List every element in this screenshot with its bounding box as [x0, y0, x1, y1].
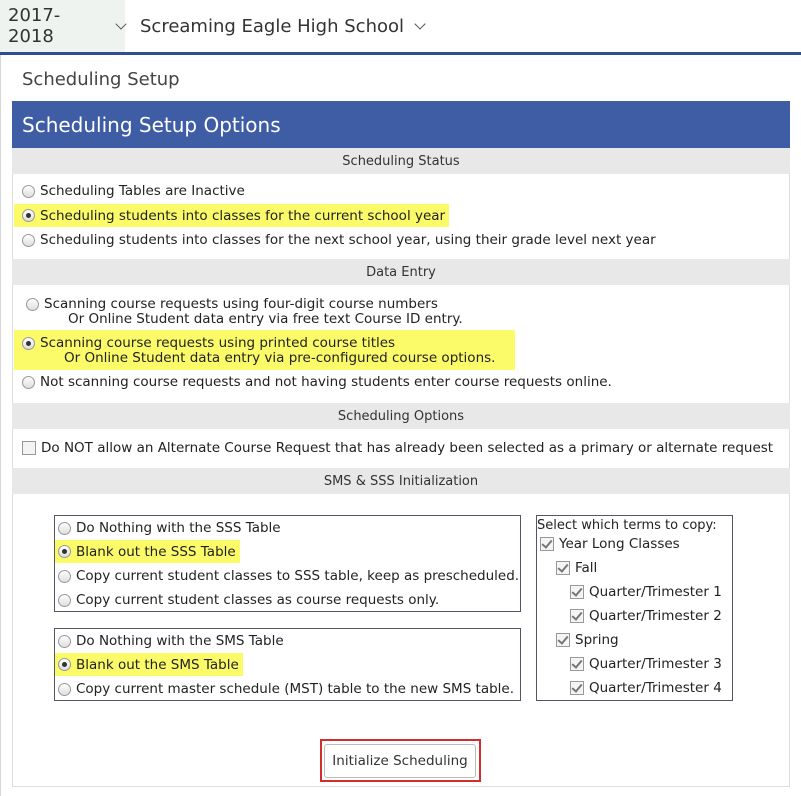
term-fall[interactable]	[556, 557, 597, 579]
status-option-next-year[interactable]	[22, 229, 656, 251]
radio-button[interactable]	[22, 376, 35, 389]
year-label: 2017-2018	[8, 5, 61, 47]
term-label: Quarter/Trimester 4	[589, 680, 722, 696]
option-label: Scheduling Tables are Inactive	[40, 183, 245, 199]
option-label: Blank out the SSS Table	[76, 543, 236, 560]
data-entry-option-none[interactable]	[22, 371, 612, 393]
term-q4[interactable]	[570, 677, 722, 699]
status-option-inactive[interactable]	[22, 180, 245, 202]
status-option-current-year[interactable]	[14, 204, 449, 227]
option-label: Copy current master schedule (MST) table to the new SMS table.	[76, 681, 515, 697]
term-year-long[interactable]	[540, 533, 680, 555]
data-entry-option-course-numbers[interactable]	[26, 297, 463, 327]
term-label: Quarter/Trimester 3	[589, 656, 722, 672]
sss-option-blank[interactable]	[55, 540, 240, 563]
checkbox-checked[interactable]	[570, 657, 584, 671]
option-label-line1: Scanning course requests using printed course titles	[40, 335, 396, 351]
school-label: Screaming Eagle High School	[140, 15, 404, 37]
sss-option-prescheduled[interactable]	[58, 565, 519, 587]
radio-button[interactable]	[58, 570, 71, 583]
radio-button[interactable]	[26, 298, 39, 311]
checkbox-checked[interactable]	[556, 561, 570, 575]
term-label: Quarter/Trimester 1	[589, 584, 722, 600]
option-label-line2: Or Online Student data entry via pre-configured course options.	[64, 350, 496, 366]
radio-button[interactable]	[58, 635, 71, 648]
sms-option-copy-mst[interactable]	[58, 678, 514, 700]
section-header-data-entry: Data Entry	[12, 259, 790, 285]
option-label: Copy current student classes to SSS table, keep as prescheduled.	[76, 568, 520, 584]
option-label-line2: Or Online Student data entry via free text Course ID entry.	[68, 311, 463, 327]
radio-button-selected[interactable]	[22, 337, 35, 350]
panel-title: Scheduling Setup Options	[12, 101, 790, 148]
option-label: Do Nothing with the SMS Table	[76, 633, 284, 649]
term-label: Spring	[575, 632, 619, 648]
term-label: Year Long Classes	[559, 536, 680, 552]
checkbox[interactable]	[22, 441, 36, 455]
chevron-down-icon	[115, 18, 126, 29]
term-q3[interactable]	[570, 653, 722, 675]
alternate-request-option[interactable]	[22, 437, 773, 459]
sms-option-blank[interactable]	[55, 653, 243, 676]
top-bar	[0, 0, 801, 55]
option-label: Do NOT allow an Alternate Course Request that has already been selected as a primary or alternate request	[41, 440, 774, 456]
option-label: Copy current student classes as course requests only.	[76, 592, 440, 608]
option-label: Scheduling students into classes for the next school year, using their grade level next year	[40, 232, 656, 248]
terms-title: Select which terms to copy:	[537, 517, 717, 533]
checkbox-checked[interactable]	[540, 537, 554, 551]
option-label: Blank out the SMS Table	[76, 656, 239, 673]
term-spring[interactable]	[556, 629, 619, 651]
initialize-scheduling-button[interactable]: Initialize Scheduling	[324, 744, 476, 778]
radio-button[interactable]	[58, 683, 71, 696]
radio-button[interactable]	[58, 522, 71, 535]
option-label-line1: Scanning course requests using four-digit course numbers	[44, 296, 438, 312]
sms-option-nothing[interactable]	[58, 630, 284, 652]
checkbox-checked[interactable]	[570, 681, 584, 695]
section-header-status: Scheduling Status	[12, 148, 790, 174]
sss-option-course-requests[interactable]	[58, 589, 439, 611]
data-entry-option-course-titles[interactable]	[14, 330, 515, 370]
radio-button-selected[interactable]	[58, 658, 71, 671]
checkbox-checked[interactable]	[570, 609, 584, 623]
option-label: Do Nothing with the SSS Table	[76, 520, 281, 536]
term-label: Fall	[575, 560, 598, 576]
section-header-initialization: SMS & SSS Initialization	[12, 468, 790, 494]
sss-option-nothing[interactable]	[58, 517, 281, 539]
section-header-scheduling-options: Scheduling Options	[12, 403, 790, 429]
term-q1[interactable]	[570, 581, 722, 603]
school-selector[interactable]	[140, 0, 424, 52]
checkbox-checked[interactable]	[556, 633, 570, 647]
radio-button-selected[interactable]	[22, 209, 35, 222]
radio-button[interactable]	[22, 234, 35, 247]
option-label: Not scanning course requests and not having students enter course requests online.	[40, 374, 612, 390]
term-label: Quarter/Trimester 2	[589, 608, 722, 624]
radio-button-selected[interactable]	[58, 545, 71, 558]
chevron-down-icon	[414, 18, 425, 29]
radio-button[interactable]	[22, 185, 35, 198]
radio-button[interactable]	[58, 594, 71, 607]
checkbox-checked[interactable]	[570, 585, 584, 599]
option-label: Scheduling students into classes for the current school year	[40, 207, 446, 224]
left-divider	[0, 55, 1, 796]
term-q2[interactable]	[570, 605, 722, 627]
year-selector[interactable]	[0, 0, 125, 52]
page-title: Scheduling Setup	[22, 69, 180, 90]
